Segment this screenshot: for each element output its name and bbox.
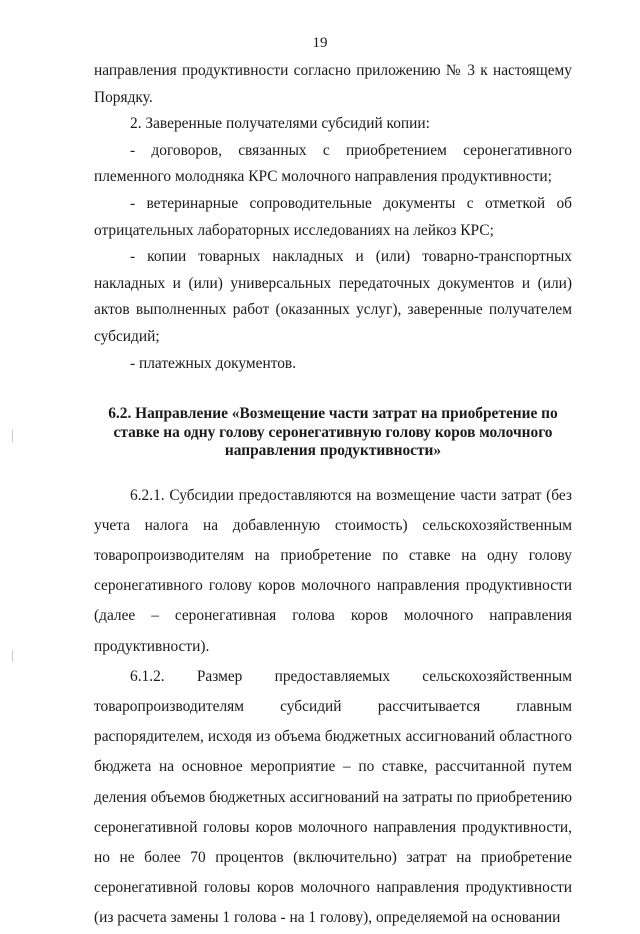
section-heading: 6.2. Направление «Возмещение части затрат на приобретение по ставке на одну голову серонегативную голову коров молочного направления продуктивности» xyxy=(108,405,558,460)
list-item-payment-documents: - платежных документов. xyxy=(130,354,297,372)
list-item-contracts: - договоров, связанных с приобретением серонегативного племенного молодняка КРС молочного направления продуктивности; xyxy=(94,141,572,186)
scan-artifact-mark xyxy=(12,650,13,662)
paragraph-6-2-1: 6.2.1. Субсидии предоставляются на возмещение части затрат (без учета налога на добавленную стоимость) сельскохозяйственным товаропроизводителям на приобретение по ставке на одну голову серонегативного голову коров молочного направления продуктивности (далее – серонегативная голова коров молочного направления продуктивности). xyxy=(94,486,572,655)
list-item-invoices: - копии товарных накладных и (или) товарно-транспортных накладных и (или) универсальных передаточных документов и (или) актов выполненных работ (оказанных услуг), заверенные получателем субсидий; xyxy=(94,248,572,345)
scan-artifact-mark xyxy=(12,430,13,442)
list-heading-copies: 2. Заверенные получателями субсидий копии: xyxy=(130,115,430,133)
paragraph-6-1-2: 6.1.2. Размер предоставляемых сельскохозяйственным товаропроизводителям субсидий рассчитывается главным распорядителем, исходя из объема бюджетных ассигнований областного бюджета на основное мероприятие – по ставке, рассчитанной путем деления объемов бюджетных ассигнований на затраты по приобретению серонегативной головы коров молочного направления продуктивности, но не более 70 процентов (включительно) затрат на приобретение серонегативной головы коров молочного направления продуктивности (из расчета замены 1 голова - на 1 голову), определяемой на основании xyxy=(94,667,572,927)
list-item-vet-documents: - ветеринарные сопроводительные документы с отметкой об отрицательных лабораторных исследованиях на лейкоз КРС; xyxy=(94,194,572,239)
page-number: 19 xyxy=(312,35,328,51)
page-content xyxy=(94,58,572,934)
paragraph-continuation: направления продуктивности согласно приложению № 3 к настоящему Порядку. xyxy=(94,62,572,106)
